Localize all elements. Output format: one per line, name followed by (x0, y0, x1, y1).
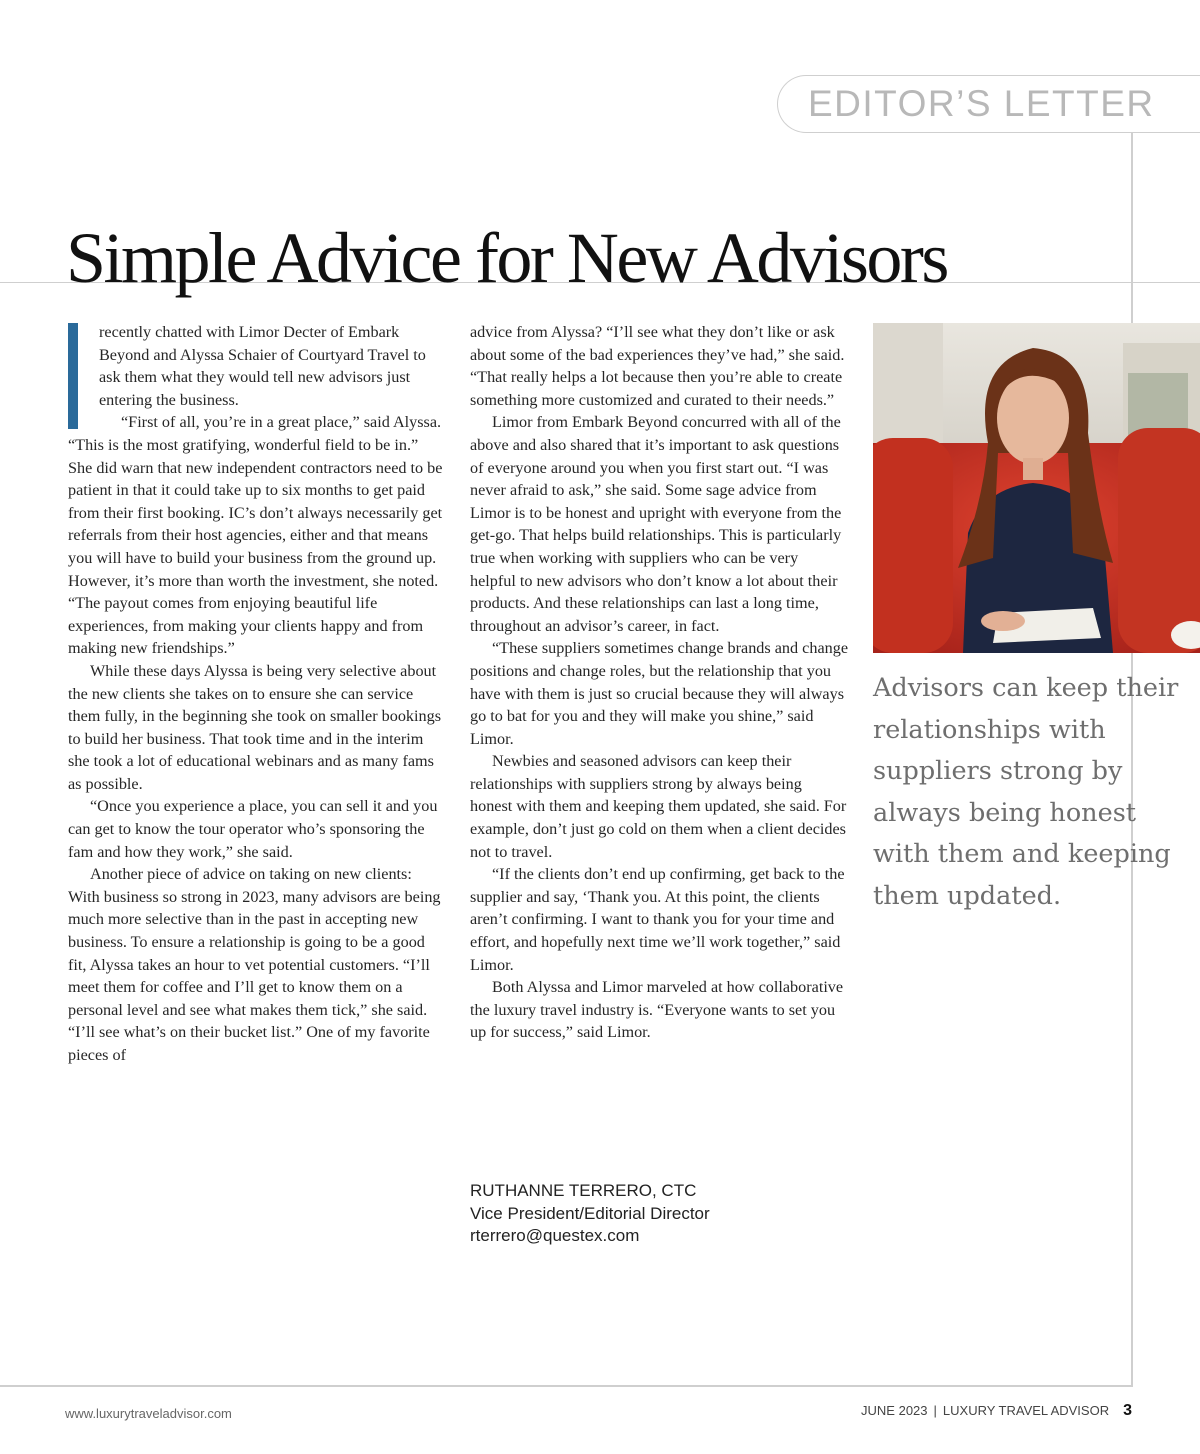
editor-photo (873, 323, 1200, 653)
paragraph: “If the clients don’t end up confirming, get back to the supplier and say, ‘Thank you. At this point, the clients aren’t confirming. I want to thank you for your time and effort, and hopefully next time we’ll work together,” said Limor. (470, 865, 845, 974)
article-column-2 (470, 321, 848, 1044)
author-title: Vice President/Editorial Director (470, 1203, 710, 1223)
paragraph: Another piece of advice on taking on new clients: With business so strong in 2023, many advisors are being much more selective than in the past in accepting new business. To ensure a relationship is going to be a good fit, Alyssa takes an hour to vet potential customers. “I’ll meet them for coffee and I’ll get to know them on a personal level and see what makes them tick,” she said. “I’ll see what’s on their bucket list.” One of my favorite pieces of (68, 865, 441, 1064)
drop-cap (68, 323, 78, 429)
paragraph: Newbies and seasoned advisors can keep their relationships with suppliers strong by always being honest with them and keeping them updated, she said. For example, don’t just go cold on them when a client decides not to travel. (470, 752, 847, 861)
page-number: 3 (1123, 1402, 1132, 1419)
footer-rule (0, 1385, 1133, 1387)
issue-date: JUNE 2023 (861, 1403, 928, 1418)
author-email[interactable]: rterrero@questex.com (470, 1226, 640, 1245)
paragraph: Limor from Embark Beyond concurred with all of the above and also shared that it’s important to ask questions of everyone around you when you first start out. “I was never afraid to ask,” she said. Some sage advice from Limor is to be honest and upright with everyone from the get-go. That helps build relationships. This is particularly true when working with suppliers who can be very helpful to new advisors who don’t know a lot about their products. And these relationships can last a long time, throughout an advisor’s career, in fact. (470, 413, 842, 635)
footer-url[interactable]: www.luxurytraveladvisor.com (65, 1406, 232, 1421)
pull-quote: Advisors can keep their relationships with suppliers strong by always being honest with them and keeping them updated. (873, 673, 1179, 911)
paragraph: “These suppliers sometimes change brands and change positions and change roles, but the relationship that you have with them is just so crucial because they will always go to bat for you and they will make you shine,” said Limor. (470, 639, 849, 748)
paragraph: Both Alyssa and Limor marveled at how collaborative the luxury travel industry is. “Everyone wants to set you up for success,” said Limor. (470, 978, 844, 1042)
headline: Simple Advice for New Advisors (66, 218, 947, 298)
paragraph: While these days Alyssa is being very selective about the new clients she takes on to ensure she can service them fully, in the beginning she took on smaller bookings to build her business. That took time and in the interim she took a lot of educational webinars and as many fams as possible. (68, 661, 442, 793)
paragraph: “First of all, you’re in a great place,” said Alyssa. “This is the most gratifying, wonderful field to be in.” She did warn that new independent contractors need to be patient in that it could take up to six months to get paid from their first booking. IC’s don’t always necessarily get referrals from their host agencies, either and that means you will have to build your business from the ground up. However, it’s more than worth the investment, she noted. “The payout comes from enjoying beautiful life experiences, from making your clients happy and from making new friendships.” (68, 413, 443, 658)
footer-issue-info (861, 1402, 1132, 1420)
footer-separator: | (933, 1403, 937, 1418)
publication-name: LUXURY TRAVEL ADVISOR (942, 1403, 1110, 1418)
paragraph: “Once you experience a place, you can sell it and you can get to know the tour operator who’s sponsoring the fam and how they work,” she said. (68, 797, 438, 861)
article-column-1 (68, 321, 446, 1067)
paragraph: advice from Alyssa? “I’ll see what they don’t like or ask about some of the bad experiences they’ve had,” she said. “That really helps a lot because then you’re able to create something more customized and curated to their needs.” (470, 323, 845, 409)
author-name: RUTHANNE TERRERO, CTC (470, 1181, 697, 1200)
paragraph: recently chatted with Limor Decter of Embark Beyond and Alyssa Schaier of Courtyard Travel to ask them what they would tell new advisors just entering the business. (68, 321, 446, 411)
signature-block (470, 1180, 710, 1248)
section-label: EDITOR’S LETTER (808, 83, 1155, 124)
